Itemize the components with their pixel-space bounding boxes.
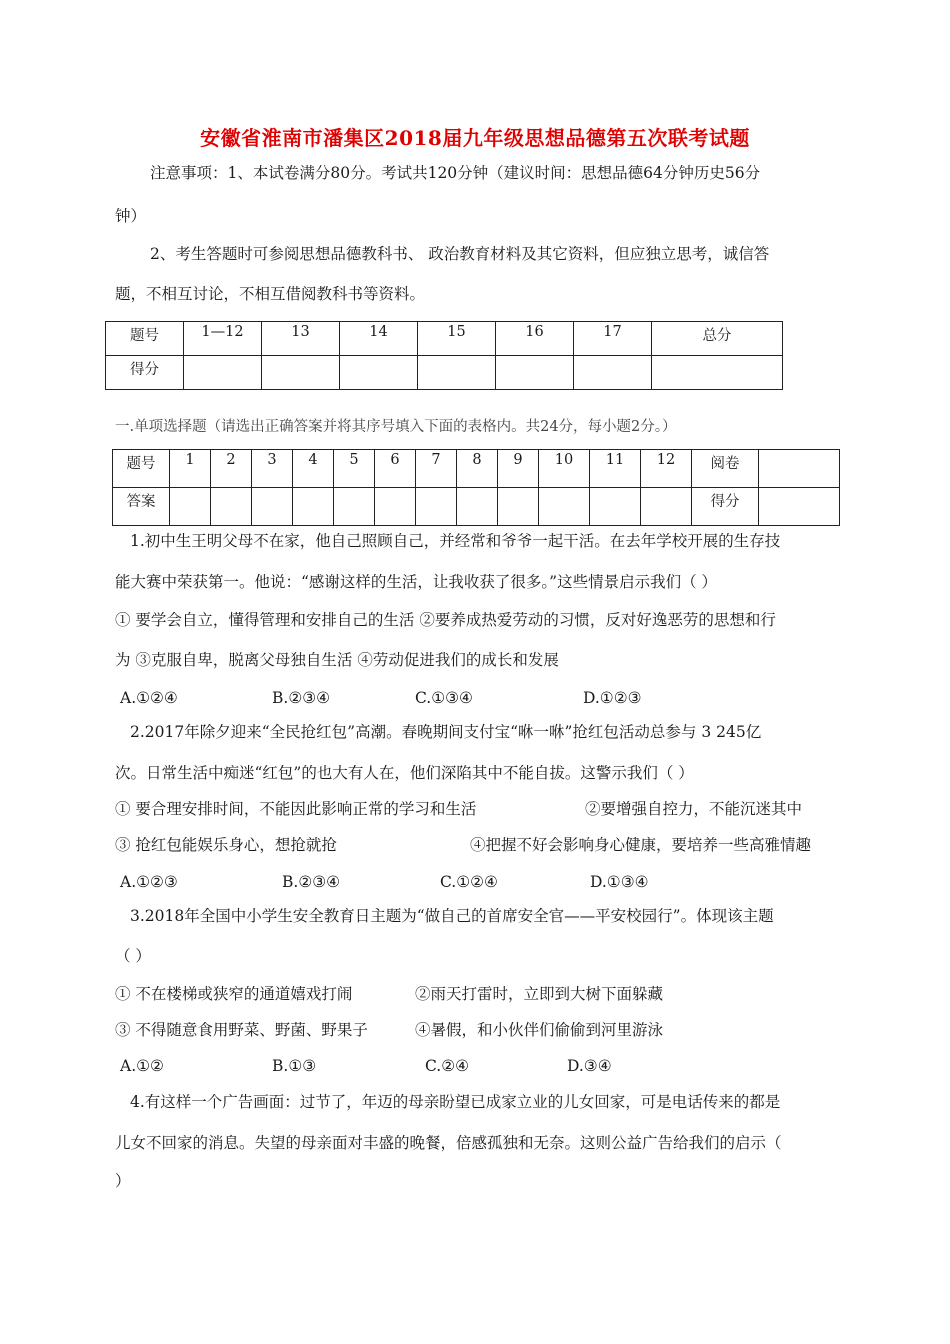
q1-option-c: C.①③④ <box>415 689 473 707</box>
score-cell[interactable] <box>574 356 652 390</box>
score-table <box>105 321 783 390</box>
score-label: 得分 <box>692 488 759 526</box>
notice-line-1: 注意事项：1、本试卷满分80分。考试共120分钟（建议时间：思想品德64分钟历史56分 <box>150 164 761 182</box>
q2-option-d: D.①③④ <box>590 873 649 891</box>
answer-cell[interactable] <box>539 488 590 526</box>
q3-line-1: 3.2018年全国中小学生安全教育日主题为“做自己的首席安全官——平安校园行”。体现该主题 <box>130 907 774 925</box>
answer-row-label: 题号 <box>113 450 170 488</box>
q3-line-3a: ① 不在楼梯或狭窄的通道嬉戏打闹 <box>115 985 353 1003</box>
question-number-cell: 1 <box>170 450 211 488</box>
q2-line-1: 2.2017年除夕迎来“全民抢红包”高潮。春晚期间支付宝“咻一咻”抢红包活动总参与 3 245亿 <box>130 723 762 741</box>
q1-line-3: ① 要学会自立，懂得管理和安排自己的生活 ②要养成热爱劳动的习惯，反对好逸恶劳的思想和行 <box>115 611 776 629</box>
answer-table-number-row <box>113 450 840 488</box>
q3-line-2: （ ） <box>115 947 151 965</box>
q2-line-3a: ① 要合理安排时间，不能因此影响正常的学习和生活 <box>115 800 477 818</box>
score-cell[interactable] <box>418 356 496 390</box>
score-header-cell: 13 <box>262 322 340 356</box>
q4-line-1: 4.有这样一个广告画面：过节了，年迈的母亲盼望已成家立业的儿女回家，可是电话传来的都是 <box>130 1093 781 1111</box>
q4-line-2: 儿女不回家的消息。失望的母亲面对丰盛的晚餐，倍感孤独和无奈。这则公益广告给我们的启示（ <box>115 1134 782 1152</box>
q3-option-a: A.①② <box>120 1057 164 1075</box>
q3-option-c: C.②④ <box>425 1057 470 1075</box>
q2-line-4a: ③ 抢红包能娱乐身心，想抢就抢 <box>115 836 337 854</box>
question-number-cell: 7 <box>416 450 457 488</box>
answer-cell[interactable] <box>498 488 539 526</box>
answer-table-answer-row <box>113 488 840 526</box>
q1-line-4: 为 ③克服自卑，脱离父母独自生活 ④劳动促进我们的成长和发展 <box>115 651 559 669</box>
question-number-cell: 4 <box>293 450 334 488</box>
answer-cell[interactable] <box>252 488 293 526</box>
q1-line-2: 能大赛中荣获第一。他说：“感谢这样的生活，让我收获了很多。”这些情景启示我们（ ） <box>115 573 718 591</box>
score-header-cell: 17 <box>574 322 652 356</box>
exam-title: 安徽省淮南市潘集区2018届九年级思想品德第五次联考试题 <box>200 126 750 150</box>
q2-line-4b: ④把握不好会影响身心健康，要培养一些高雅情趣 <box>470 836 812 854</box>
q3-line-4a: ③ 不得随意食用野菜、野菌、野果子 <box>115 1021 368 1039</box>
question-number-cell: 2 <box>211 450 252 488</box>
question-number-cell: 11 <box>590 450 641 488</box>
q2-line-2: 次。日常生活中痴迷“红包”的也大有人在，他们深陷其中不能自拔。这警示我们（ ） <box>115 764 694 782</box>
review-cell[interactable] <box>759 450 840 488</box>
q1-line-1: 1.初中生王明父母不在家，他自己照顾自己，并经常和爷爷一起干活。在去年学校开展的生存技 <box>130 532 781 550</box>
answer-table <box>112 449 840 526</box>
question-number-cell: 9 <box>498 450 539 488</box>
answer-cell[interactable] <box>590 488 641 526</box>
score-row-label: 得分 <box>106 356 184 390</box>
question-number-cell: 3 <box>252 450 293 488</box>
q2-option-c: C.①②④ <box>440 873 498 891</box>
question-number-cell: 10 <box>539 450 590 488</box>
score-table-score-row <box>106 356 783 390</box>
score-cell[interactable] <box>759 488 840 526</box>
notice-line-2: 钟） <box>115 207 147 225</box>
answer-cell[interactable] <box>641 488 692 526</box>
review-label: 阅卷 <box>692 450 759 488</box>
score-header-cell: 题号 <box>106 322 184 356</box>
notice-line-4: 题，不相互讨论，不相互借阅教科书等资料。 <box>115 285 426 303</box>
answer-cell[interactable] <box>457 488 498 526</box>
q1-option-a: A.①②④ <box>120 689 178 707</box>
score-cell[interactable] <box>184 356 262 390</box>
score-header-cell: 1—12 <box>184 322 262 356</box>
score-cell[interactable] <box>340 356 418 390</box>
answer-cell[interactable] <box>334 488 375 526</box>
q1-option-d: D.①②③ <box>583 689 642 707</box>
q3-option-b: B.①③ <box>272 1057 317 1075</box>
question-number-cell: 12 <box>641 450 692 488</box>
score-cell[interactable] <box>262 356 340 390</box>
answer-cell[interactable] <box>211 488 252 526</box>
q2-line-3b: ②要增强自控力，不能沉迷其中 <box>585 800 803 818</box>
score-cell[interactable] <box>496 356 574 390</box>
answer-cell[interactable] <box>293 488 334 526</box>
question-number-cell: 6 <box>375 450 416 488</box>
question-number-cell: 8 <box>457 450 498 488</box>
q3-option-d: D.③④ <box>567 1057 612 1075</box>
answer-cell[interactable] <box>375 488 416 526</box>
answer-cell[interactable] <box>416 488 457 526</box>
q2-option-a: A.①②③ <box>120 873 178 891</box>
answer-row-label: 答案 <box>113 488 170 526</box>
notice-line-3: 2、考生答题时可参阅思想品德教科书、 政治教育材料及其它资料，但应独立思考，诚信答 <box>150 245 770 263</box>
answer-cell[interactable] <box>170 488 211 526</box>
score-header-cell: 16 <box>496 322 574 356</box>
score-header-cell: 14 <box>340 322 418 356</box>
q3-line-3b: ②雨天打雷时，立即到大树下面躲藏 <box>415 985 664 1003</box>
q4-line-3: ） <box>115 1172 131 1190</box>
q2-option-b: B.②③④ <box>282 873 341 891</box>
score-header-cell: 总分 <box>652 322 783 356</box>
score-cell[interactable] <box>652 356 783 390</box>
section-1-heading: 一.单项选择题（请选出正确答案并将其序号填入下面的表格内。共24分，每小题2分。） <box>115 419 677 435</box>
question-number-cell: 5 <box>334 450 375 488</box>
q3-line-4b: ④暑假，和小伙伴们偷偷到河里游泳 <box>415 1021 664 1039</box>
score-header-cell: 15 <box>418 322 496 356</box>
score-table-header-row <box>106 322 783 356</box>
q1-option-b: B.②③④ <box>272 689 331 707</box>
